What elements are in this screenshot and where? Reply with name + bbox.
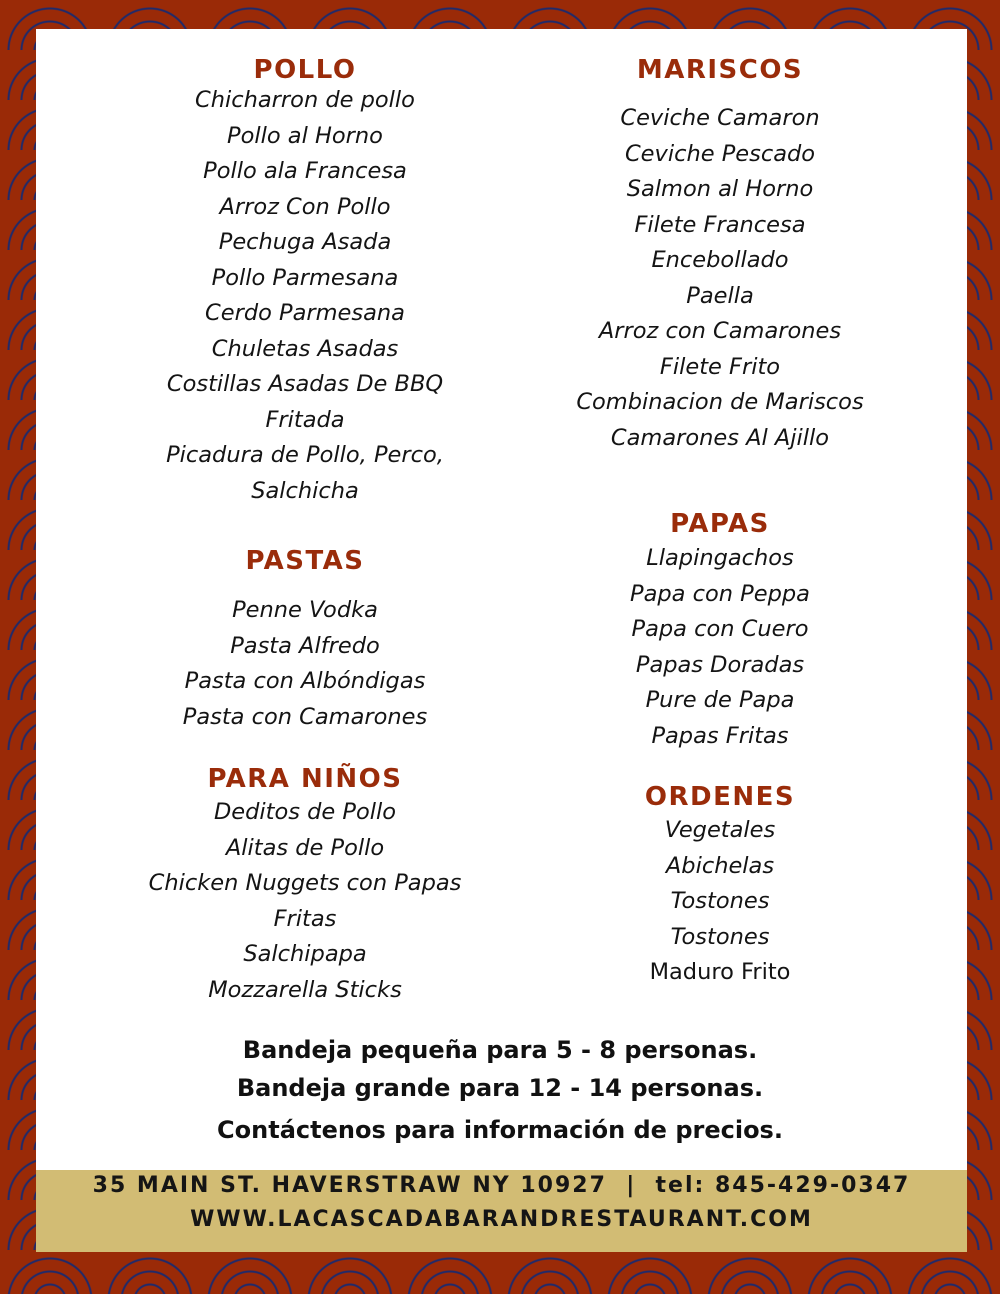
menu-item: Pechuga Asada: [218, 229, 392, 255]
menu-item: Costillas Asadas De BBQ: [166, 371, 444, 397]
menu-item: Pollo ala Francesa: [203, 158, 407, 184]
menu-item: Chicharron de pollo: [195, 87, 415, 113]
menu-item: Pollo al Horno: [227, 122, 383, 149]
tray-note-small: Bandeja pequeña para 5 - 8 personas.: [242, 1036, 758, 1064]
menu-item: Deditos de Pollo: [213, 799, 397, 825]
menu-item: Pasta Alfredo: [230, 632, 380, 659]
menu-item: Papas Fritas: [651, 722, 789, 749]
menu-item: Mozzarella Sticks: [208, 976, 402, 1003]
menu-item: Papa con Peppa: [630, 580, 810, 607]
menu-item: Vegetales: [664, 817, 776, 843]
menu-item: Cerdo Parmesana: [205, 300, 405, 326]
menu-item: Chuletas Asadas: [211, 335, 399, 362]
menu-item: Picadura de Pollo, Perco,: [166, 442, 444, 468]
menu-item: Paella: [686, 282, 754, 309]
menu-item: Salchicha: [251, 477, 359, 504]
menu-item: Tostones: [670, 923, 770, 950]
menu-item: Papa con Cuero: [631, 616, 809, 642]
menu-item: Pasta con Camarones: [182, 703, 428, 730]
menu-item: Pasta con Albóndigas: [184, 668, 426, 694]
menu-item: Penne Vodka: [232, 597, 378, 623]
section-heading-ordenes: ORDENES: [644, 782, 796, 812]
menu-item: Arroz Con Pollo: [219, 193, 391, 220]
menu-item: Salchipapa: [243, 941, 367, 967]
menu-item: Chicken Nuggets con Papas: [148, 870, 462, 896]
menu-item: Encebollado: [651, 247, 789, 273]
pricing-contact-note: Contáctenos para información de precios.: [217, 1116, 783, 1144]
menu-item: Fritas: [273, 905, 337, 932]
menu-item: Ceviche Pescado: [624, 140, 816, 167]
section-heading-papas: PAPAS: [670, 509, 770, 539]
section-list-pollo: [140, 83, 470, 509]
menu-item: Pollo Parmesana: [211, 264, 399, 291]
section-heading-pollo: POLLO: [253, 55, 357, 85]
menu-item: Alitas de Pollo: [225, 834, 385, 861]
menu-item: Pure de Papa: [645, 687, 795, 713]
menu-column-right: [560, 0, 880, 1040]
menu-column-left: [140, 0, 470, 1040]
section-list-mariscos: [560, 101, 880, 456]
footer-website[interactable]: WWW.LACASCADABARANDRESTAURANT.COM: [190, 1207, 813, 1232]
menu-item: Ceviche Camaron: [620, 105, 820, 131]
menu-item: Combinacion de Mariscos: [576, 389, 864, 415]
menu-item: Maduro Frito: [649, 959, 791, 985]
menu-item: Filete Frito: [659, 353, 781, 380]
section-list-para-ninos: [140, 795, 470, 1008]
menu-item: Llapingachos: [646, 545, 794, 571]
section-heading-mariscos: MARISCOS: [636, 55, 804, 85]
menu-item: Salmon al Horno: [626, 176, 814, 202]
menu-item: Fritada: [265, 406, 345, 433]
section-heading-pastas: PASTAS: [245, 546, 365, 576]
menu-item: Papas Doradas: [635, 651, 805, 678]
section-list-papas: [560, 541, 880, 754]
section-heading-para-ninos: PARA NIÑOS: [207, 764, 403, 794]
footer-address: 35 MAIN ST. HAVERSTRAW NY 10927 | tel: 845-429-0347: [92, 1173, 911, 1198]
menu-item: Camarones Al Ajillo: [610, 424, 830, 451]
menu-item: Filete Francesa: [634, 211, 806, 238]
section-list-ordenes: [560, 813, 880, 991]
section-list-pastas: [140, 593, 470, 735]
menu-item: Abichelas: [665, 852, 775, 879]
menu-item: Tostones: [670, 888, 770, 914]
tray-note-large: Bandeja grande para 12 - 14 personas.: [236, 1074, 764, 1102]
menu-item: Arroz con Camarones: [598, 318, 842, 344]
